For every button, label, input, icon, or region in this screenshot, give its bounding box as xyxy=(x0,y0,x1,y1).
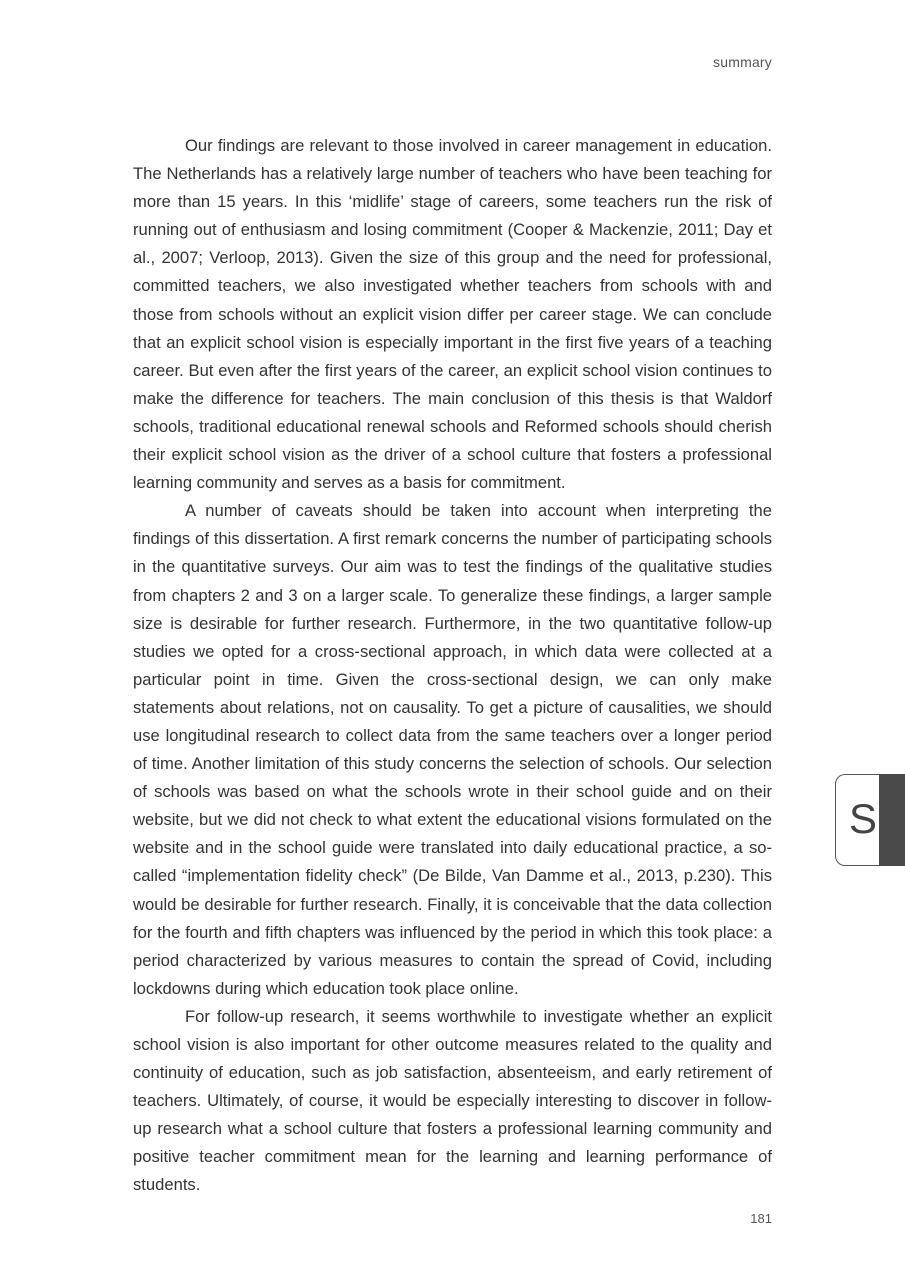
paragraph-3: For follow-up research, it seems worthwhile to investigate whether an explicit school vision is also important for other outcome measures related to the quality and continuity of education, such as job satisfaction, absenteeism, and early retirement of teachers. Ultimately, of course, it would be especially interesting to discover in follow-up research what a school culture that fosters a professional learning community and positive teacher commitment mean for the learning and learning performance of students. xyxy=(133,1006,772,1195)
running-head-title: summary xyxy=(713,54,772,70)
page-number: 181 xyxy=(750,1211,772,1226)
section-tab-bar xyxy=(879,774,905,866)
section-tab-letter: S xyxy=(848,795,877,842)
paragraph-2: A number of caveats should be taken into account when interpreting the findings of this dissertation. A first remark concerns the number of participating schools in the quantitative surveys. Our aim was to test the findings of the qualitative studies from chapters 2 and 3 on a larger scale. To generalize these findings, a larger sample size is desirable for further research. Furthermore, in the two quantitative follow-up studies we opted for a cross-sectional approach, in which data were collected at a particular point in time. Given the cross-sectional design, we can only make statements about relations, not on causality. To get a picture of causalities, we should use longitudinal research to collect data from the same teachers over a longer period of time. Another limitation of this study concerns the selection of schools. Our selection of schools was based on what the schools wrote in their school guide and on their website, but we did not check to what extent the educational visions formulated on the website and in the school guide were translated into daily educational practice, a so-called “implementation fidelity check” (De Bilde, Van Damme et al., 2013, p.230). This would be desirable for further research. Finally, it is conceivable that the data collection for the fourth and fifth chapters was influenced by the period in which this took place: a period characterized by various measures to contain the spread of Covid, including lockdowns during which education took place online. xyxy=(133,501,772,998)
section-thumb-tab xyxy=(835,774,905,866)
body-text xyxy=(133,132,772,1200)
paragraph-1: Our findings are relevant to those involved in career management in education. The Netherlands has a relatively large number of teachers who have been teaching for more than 15 years. In this ‘midlife’ stage of careers, some teachers run the risk of running out of enthusiasm and losing commitment (Cooper & Mackenzie, 2011; Day et al., 2007; Verloop, 2013). Given the size of this group and the need for professional, committed teachers, we also investigated whether teachers from schools with and those from schools without an explicit vision differ per career stage. We can conclude that an explicit school vision is especially important in the first five years of a teaching career. But even after the first years of the career, an explicit school vision continues to make the difference for teachers. The main conclusion of this thesis is that Waldorf schools, traditional educational renewal schools and Reformed schools should cherish their explicit school vision as the driver of a school culture that fosters a professional learning community and serves as a basis for commitment. xyxy=(133,136,772,493)
